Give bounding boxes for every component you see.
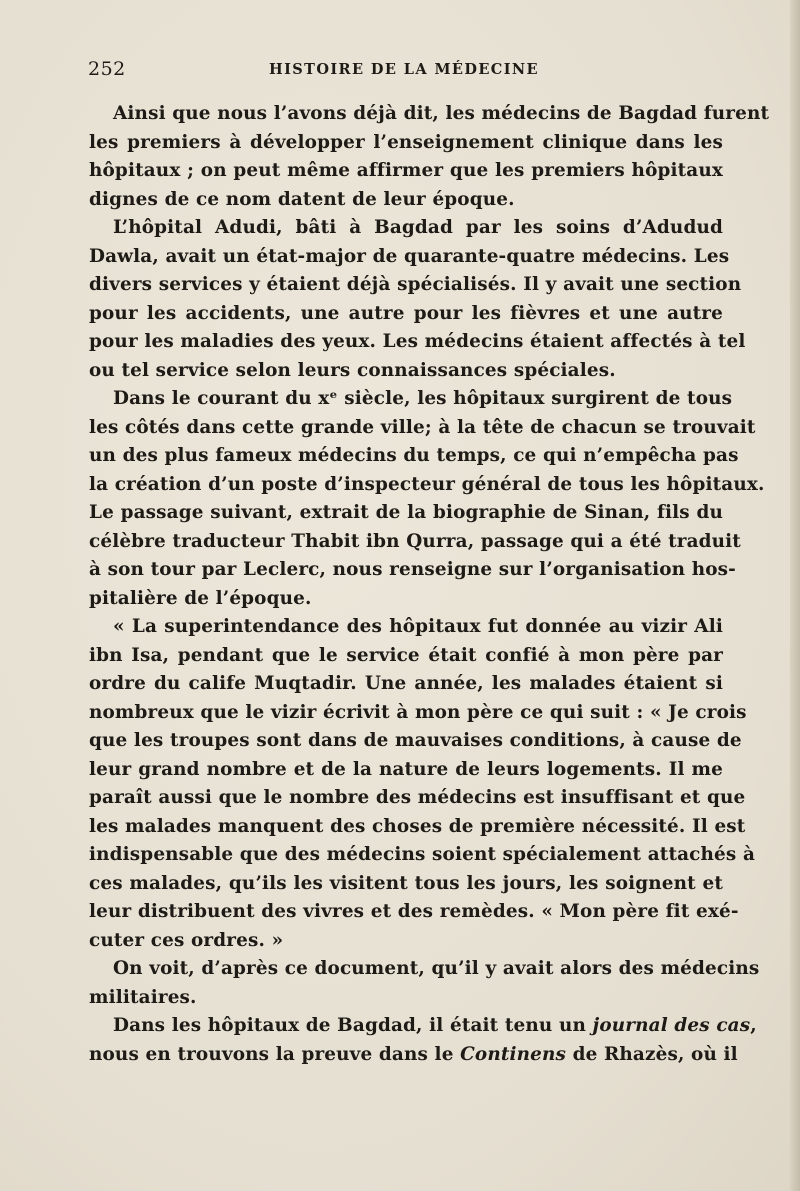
text-line: pour les maladies des yeux. Les médecins étaient affectés à tel [89, 331, 746, 352]
italic-journal-des-cas: journal des cas [592, 1015, 751, 1036]
page-header [88, 58, 720, 88]
text-line: Dawla, avait un état-major de quarante-quatre médecins. Les [89, 245, 730, 267]
text-line: divers services y étaient déjà spécialisés. Il y avait une section [89, 274, 742, 295]
page-number: 252 [88, 58, 126, 80]
text-line: nombreux que le vizir écrivit à mon père ce qui suit : « Je crois [89, 701, 747, 723]
text-line: les côtés dans cette grande ville; à la tête de chacun se trouvait [89, 416, 756, 438]
text-line: cuter ces ordres. » [89, 929, 284, 951]
text-line: « La superintendance des hôpitaux fut donnée au vizir Ali [113, 616, 723, 637]
text-line: indispensable que des médecins soient spécialement attachés à [89, 844, 756, 865]
text-line: ordre du calife Muqtadir. Une année, les malades étaient si [89, 673, 723, 694]
running-head: HISTOIRE DE LA MÉDECINE [268, 61, 540, 78]
text-line: célèbre traducteur Thabit ibn Qurra, passage qui a été traduit [89, 530, 741, 552]
text-line: les malades manquent des choses de première nécessité. Il est [89, 815, 746, 837]
text-line: Ainsi que nous l’avons déjà dit, les médecins de Bagdad furent [113, 103, 770, 124]
text-line: leur grand nombre et de la nature de leurs logements. Il me [89, 758, 723, 780]
italic-continens: Continens [460, 1043, 567, 1065]
text-lines [89, 100, 770, 1012]
text-line: un des plus fameux médecins du temps, ce qui n’empêcha pas [89, 445, 739, 466]
page-spine-shadow [790, 0, 800, 1191]
text-line: ces malades, qu’ils les visitent tous les jours, les soignent et [89, 872, 723, 894]
text-line: Le passage suivant, extrait de la biographie de Sinan, fils du [89, 502, 723, 523]
text-line-final-2: nous en trouvons la preuve dans le Continens de Rhazès, où il [89, 1043, 738, 1065]
text-line: la création d’un poste d’inspecteur général de tous les hôpitaux. [89, 473, 765, 495]
text-line: ibn Isa, pendant que le service était confié à mon père par [89, 644, 723, 666]
text-line: L’hôpital Adudi, bâti à Bagdad par les soins d’Adudud [113, 217, 723, 238]
text-line: pitalière de l’époque. [89, 587, 312, 609]
text-line: les premiers à développer l’enseignement clinique dans les [89, 131, 723, 153]
text-line: pour les accidents, une autre pour les fièvres et une autre [89, 302, 723, 324]
text-line: ou tel service selon leurs connaissances spéciales. [89, 359, 616, 381]
text-line: à son tour par Leclerc, nous renseigne sur l’organisation hos- [89, 559, 736, 580]
text-line: dignes de ce nom datent de leur époque. [89, 188, 515, 210]
text-line: militaires. [89, 986, 197, 1008]
text-line: leur distribuent des vivres et des remèdes. « Mon père fit exé- [89, 901, 739, 922]
text-line: que les troupes sont dans de mauvaises conditions, à cause de [89, 730, 742, 751]
text-line: hôpitaux ; on peut même affirmer que les premiers hôpitaux [89, 160, 723, 181]
text-line: paraît aussi que le nombre des médecins est insuffisant et que [89, 787, 746, 808]
text-line: On voit, d’après ce document, qu’il y avait alors des médecins [113, 958, 760, 979]
text-line: Dans le courant du xᵉ siècle, les hôpitaux surgirent de tous [113, 388, 733, 409]
page-body-text [89, 100, 770, 1069]
text-line-final-1: Dans les hôpitaux de Bagdad, il était tenu un journal des cas, [113, 1015, 757, 1036]
